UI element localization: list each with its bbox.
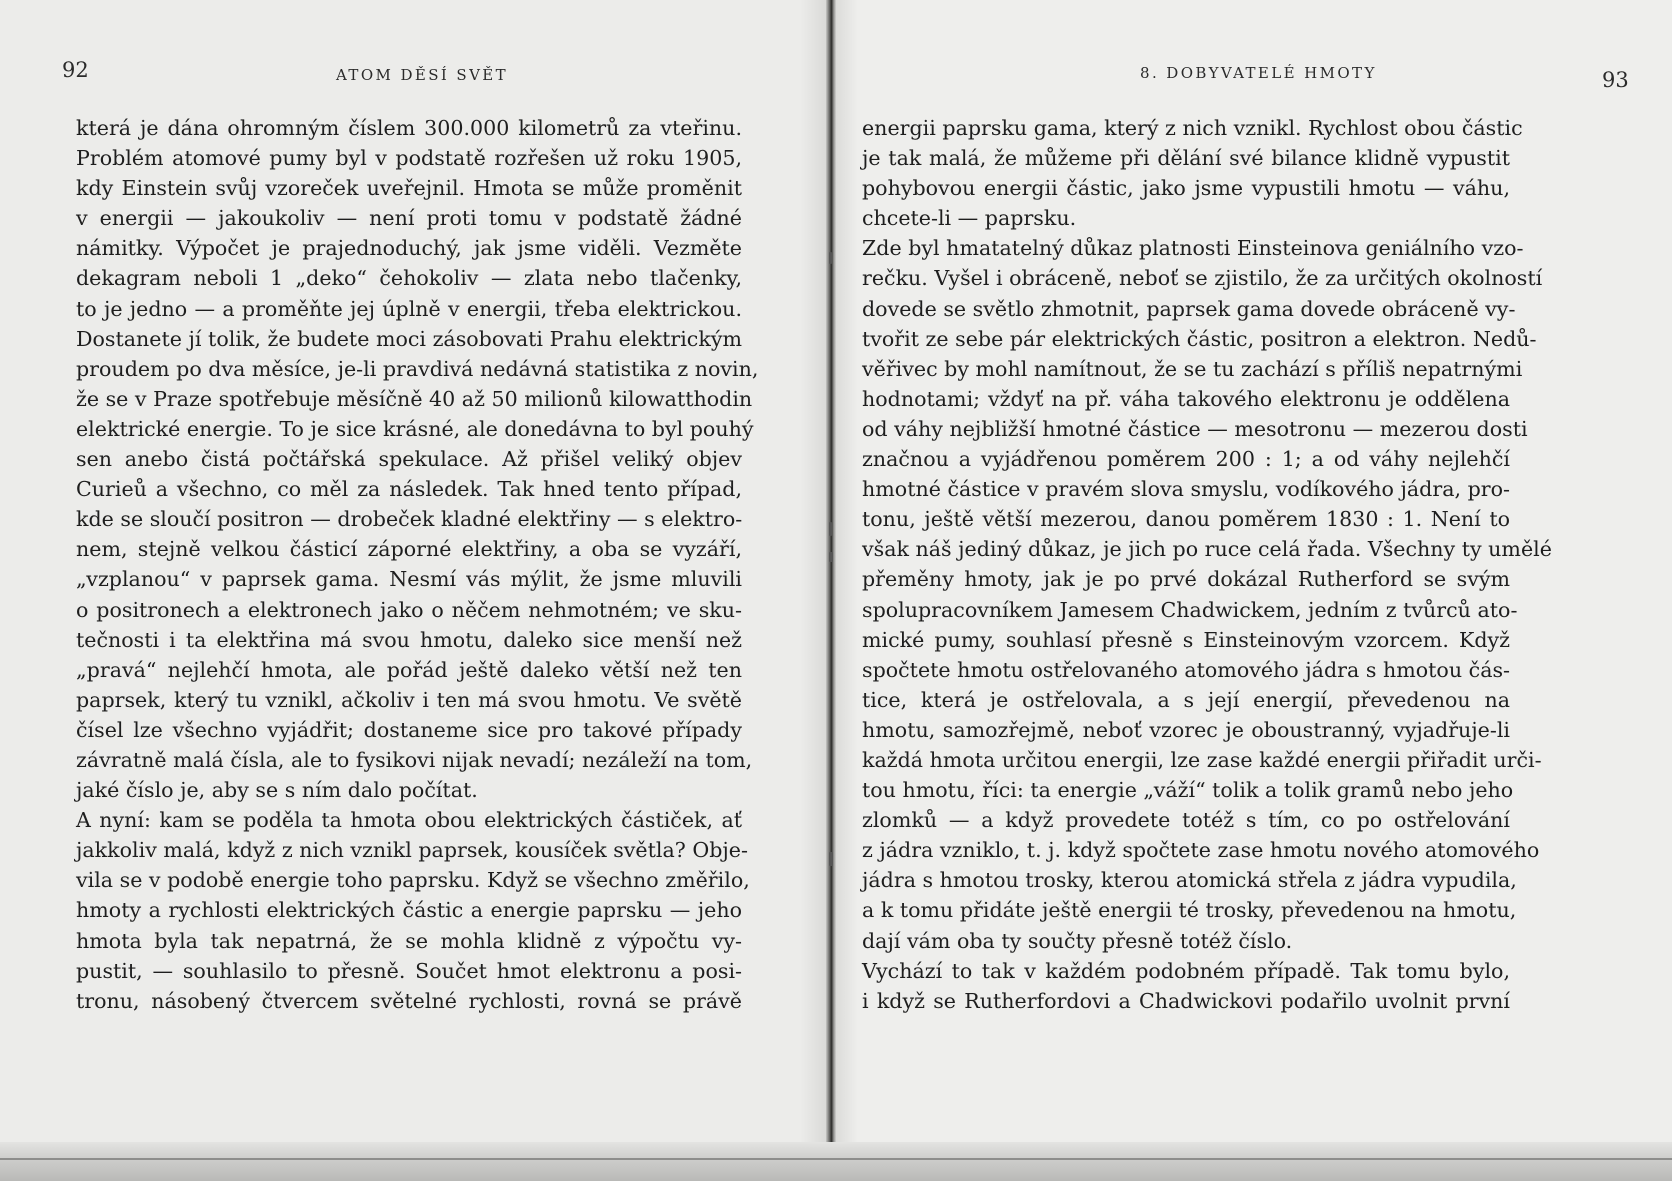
right-page-text [862, 113, 1552, 1016]
text-line: dovede se světlo zhmotnit, paprsek gama dovede obráceně vy- [862, 296, 1516, 321]
text-line: chcete-li — paprsku. [862, 206, 1077, 231]
text-line: kde se sloučí positron — drobeček kladné elektřiny — s elektro- [76, 507, 743, 532]
text-line: čísel lze všechno vyjádřit; dostaneme sice pro takové případy [76, 717, 742, 742]
left-page [0, 0, 830, 1181]
text-line: Zde byl hmatatelný důkaz platnosti Einsteinova geniálního vzo- [862, 236, 1524, 261]
text-line: věřivec by mohl namítnout, že se tu zachází s příliš nepatrnými [862, 356, 1523, 381]
text-line: hmotu, samozřejmě, neboť vzorec je oboustranný, vyjadřuje-li [862, 717, 1510, 742]
text-line: tvořit ze sebe pár elektrických částic, positron a elektron. Nedů- [862, 326, 1537, 351]
text-line: elektrické energie. To je sice krásné, ale donedávna to byl pouhý [76, 416, 754, 441]
text-line: hmoty a rychlosti elektrických částic a energie paprsku — jeho [76, 898, 742, 923]
text-line: pohybovou energii částic, jako jsme vypustili hmotu — váhu, [862, 176, 1510, 201]
left-page-text [76, 113, 759, 1016]
text-line: přeměny hmoty, jak je po prvé dokázal Rutherford se svým [862, 567, 1510, 592]
text-line: vila se v podobě energie toho paprsku. Když se všechno změřilo, [76, 868, 750, 893]
text-line: kdy Einstein svůj vzoreček uveřejnil. Hmota se může proměnit [76, 176, 742, 201]
text-line: Problém atomové pumy byl v podstatě rozřešen už roku 1905, [76, 146, 742, 171]
text-line: „pravá“ nejlehčí hmota, ale pořád ještě daleko větší než ten [76, 657, 742, 682]
gutter-shadow-left [800, 0, 826, 1181]
text-line: značnou a vyjádřenou poměrem 200 : 1; a od váhy nejlehčí [862, 447, 1510, 472]
text-line: „vzplanou“ v paprsek gama. Nesmí vás mýlit, že jsme mluvili [76, 567, 742, 592]
text-line: v energii — jakoukoliv — není proti tomu v podstatě žádné [76, 206, 742, 231]
binding-mark [829, 852, 833, 866]
text-line: jádra s hmotou trosky, kterou atomická střela z jádra vypudila, [862, 868, 1517, 893]
text-line: Dostanete jí tolik, že budete moci zásobovati Prahu elektrickým [76, 326, 742, 351]
text-line: i když se Rutherfordovi a Chadwickovi podařilo uvolnit první [862, 988, 1510, 1013]
text-line: tou hmotu, říci: ta energie „váží“ tolik a tolik gramů nebo jeho [862, 778, 1514, 803]
book-gutter [826, 0, 836, 1181]
text-line: jaké číslo je, aby se s ním dalo počítat. [76, 778, 478, 803]
gutter-shadow-right [836, 0, 858, 1181]
text-line: z jádra vzniklo, t. j. když spočtete zase hmotu nového atomového [862, 838, 1540, 863]
text-line: spočtete hmotu ostřelovaného atomového jádra s hmotou čás- [862, 657, 1510, 682]
text-line: energii paprsku gama, který z nich vznikl. Rychlost obou částic [862, 116, 1523, 140]
text-line: mické pumy, souhlasí přesně s Einsteinovým vzorcem. Když [862, 627, 1510, 652]
text-line: dají vám oba ty součty přesně totéž číslo. [862, 928, 1293, 953]
right-page [832, 0, 1672, 1181]
page-number-right: 93 [1602, 68, 1629, 92]
text-line: Vychází to tak v každém podobném případě. Tak tomu bylo, [862, 958, 1510, 983]
text-line: která je dána ohromným číslem 300.000 kilometrů za vteřinu. [76, 116, 742, 140]
page-number-left: 92 [62, 58, 89, 82]
text-line: však náš jediný důkaz, je jich po ruce celá řada. Všechny ty umělé [862, 537, 1552, 562]
text-line: proudem po dva měsíce, je-li pravdivá nedávná statistika z novin, [76, 356, 759, 381]
binding-mark [829, 252, 832, 264]
text-line: A nyní: kam se poděla ta hmota obou elektrických částiček, ať [76, 808, 742, 833]
text-line: tonu, ještě větší mezerou, danou poměrem 1830 : 1. Není to [862, 507, 1510, 532]
running-head-right: 8. DOBYVATELÉ HMOTY [1140, 64, 1377, 82]
text-line: spolupracovníkem Jamesem Chadwickem, jedním z tvůrců ato- [862, 597, 1518, 622]
text-line: rečku. Vyšel i obráceně, neboť se zjistilo, že za určitých okolností [862, 266, 1543, 291]
text-line: tronu, násobený čtvercem světelné rychlosti, rovná se právě [76, 988, 742, 1013]
text-line: závratně malá čísla, ale to fysikovi nijak nevadí; nezáleží na tom, [76, 747, 753, 772]
text-line: tice, která je ostřelovala, a s její energií, převedenou na [862, 687, 1510, 712]
page-bottom-line [0, 1158, 1672, 1160]
text-line: jakkoliv malá, když z nich vznikl paprsek, kousíček světla? Obje- [76, 838, 748, 863]
binding-mark [829, 522, 832, 536]
text-line: paprsek, který tu vznikl, ačkoliv i ten má svou hmotu. Ve světě [76, 687, 742, 712]
running-head-left: ATOM DĚSÍ SVĚT [336, 66, 509, 84]
text-line: tečnosti i ta elektřina má svou hmotu, daleko sice menší než [76, 627, 742, 652]
page-bottom-edge [0, 1142, 1672, 1181]
text-line: že se v Praze spotřebuje měsíčně 40 až 50 milionů kilowatthodin [76, 386, 753, 411]
text-line: každá hmota určitou energii, lze zase každé energii přiřadit urči- [862, 747, 1542, 772]
text-line: hodnotami; vždyť na př. váha takového elektronu je oddělena [862, 386, 1510, 411]
text-line: sen anebo čistá počtářská spekulace. Až přišel veliký objev [76, 447, 742, 472]
text-line: zlomků — a když provedete totéž s tím, co po ostřelování [862, 808, 1510, 833]
text-line: hmotné částice v pravém slova smyslu, vodíkového jádra, pro- [862, 477, 1510, 502]
text-line: pustit, — souhlasilo to přesně. Součet hmot elektronu a posi- [76, 958, 742, 983]
text-line: hmota byla tak nepatrná, že se mohla klidně z výpočtu vy- [76, 928, 742, 953]
text-line: o positronech a elektronech jako o něčem nehmotném; ve sku- [76, 597, 742, 622]
binding-mark [829, 552, 833, 562]
text-line: nem, stejně velkou částicí záporné elektřiny, a oba se vyzáří, [76, 537, 742, 562]
text-line: od váhy nejbližší hmotné částice — mesotronu — mezerou dosti [862, 416, 1528, 441]
text-line: a k tomu přidáte ještě energii té trosky, převedenou na hmotu, [862, 898, 1517, 923]
text-line: Curieů a všechno, co měl za následek. Tak hned tento případ, [76, 477, 742, 502]
text-line: to je jedno — a proměňte jej úplně v energii, třeba elektrickou. [76, 296, 742, 321]
text-line: je tak malá, že můžeme při dělání své bilance klidně vypustit [862, 146, 1510, 171]
text-line: námitky. Výpočet je prajednoduchý, jak jsme viděli. Vezměte [76, 236, 742, 261]
text-line: dekagram neboli 1 „deko“ čehokoliv — zlata nebo tlačenky, [76, 266, 742, 291]
